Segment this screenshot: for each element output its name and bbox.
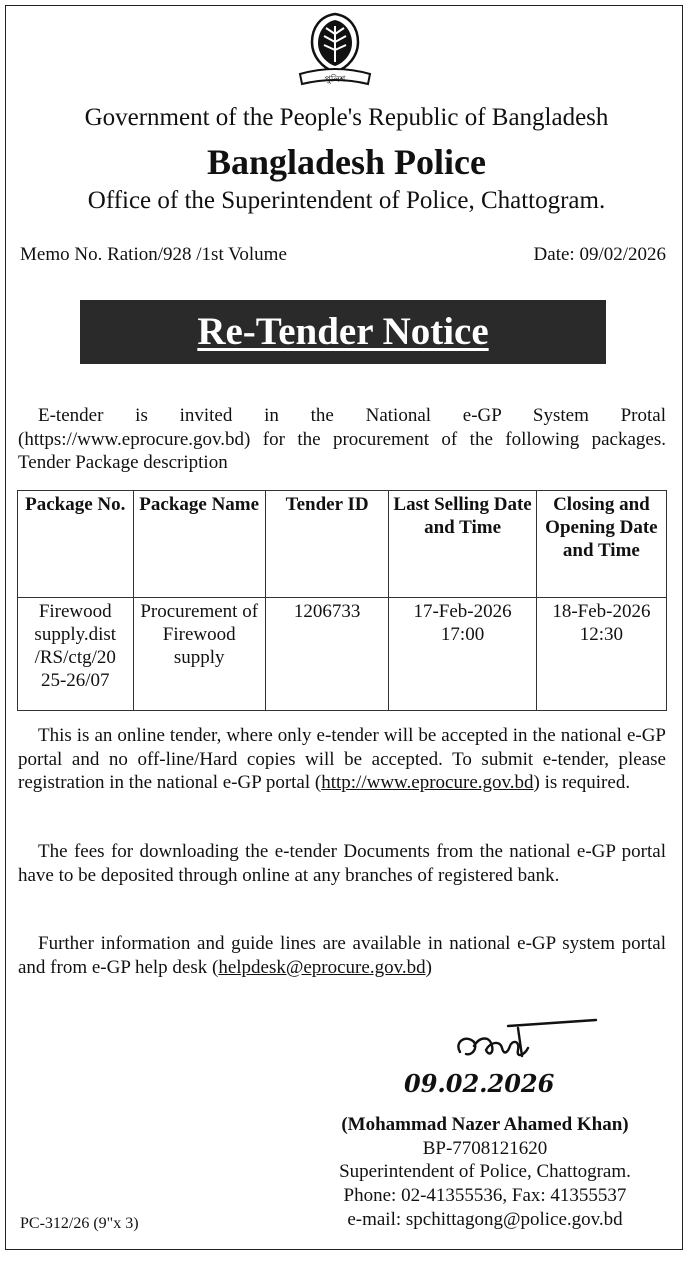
signer-name: (Mohammad Nazer Ahamed Khan) xyxy=(341,1114,629,1135)
info-text-end: ) xyxy=(425,956,432,978)
fees-paragraph: The fees for downloading the e-tender Documents from the national e-GP portal have to be deposited through online at any branches of registered bank. xyxy=(18,841,666,886)
cell-last-selling: 17-Feb-2026 17:00 xyxy=(389,598,536,711)
bangladesh-police-emblem-icon xyxy=(290,10,380,92)
info-text-start: Further information and guide lines are available in national e-GP system portal and from e-GP help desk ( xyxy=(18,933,666,978)
handwritten-date xyxy=(400,1066,575,1102)
header-closing-opening: Closing and Opening Date and Time xyxy=(536,491,666,598)
tender-table xyxy=(17,490,667,711)
cell-closing-opening: 18-Feb-2026 12:30 xyxy=(536,598,666,711)
cell-package-name: Procurement of Firewood supply xyxy=(133,598,265,711)
signer-phone: Phone: 02-41355536, Fax: 41355537 xyxy=(343,1185,627,1206)
office-heading: Office of the Superintendent of Police, Chattogram. xyxy=(87,187,606,214)
signer-bp: BP-7708121620 xyxy=(422,1138,548,1159)
memo-date: Date: 09/02/2026 xyxy=(533,244,666,265)
header-package-name: Package Name xyxy=(133,491,265,598)
signature-image xyxy=(448,1012,608,1072)
cell-package-no: Firewood supply.dist /RS/ctg/20 25-26/07 xyxy=(18,598,134,711)
organization-heading: Bangladesh Police xyxy=(206,142,487,182)
government-heading: Government of the People's Republic of Bangladesh xyxy=(84,104,609,131)
online-tender-paragraph xyxy=(18,724,666,795)
svg-text:পুলিশ: পুলিশ xyxy=(324,75,346,85)
table-row xyxy=(18,598,667,711)
eprocure-link[interactable]: http://www.eprocure.gov.bd xyxy=(321,772,534,793)
signer-designation: Superintendent of Police, Chattogram. xyxy=(339,1161,631,1182)
online-text-end: ) is required. xyxy=(533,772,631,793)
header-package-no: Package No. xyxy=(18,491,134,598)
handwritten-date-text: 09.02.2026 xyxy=(404,1069,555,1098)
header-last-selling: Last Selling Date and Time xyxy=(389,491,536,598)
notice-title: Re-Tender Notice xyxy=(197,310,489,353)
online-text-start: This is an online tender, where only e-tender will be accepted in the national e-GP portal and no off-line/Hard copies will be accepted. To submit e-tender, please registration in the national e-GP portal ( xyxy=(18,725,666,793)
header-tender-id: Tender ID xyxy=(265,491,388,598)
helpdesk-email-link[interactable]: helpdesk@eprocure.gov.bd xyxy=(218,956,426,978)
cell-tender-id: 1206733 xyxy=(265,598,388,711)
table-header-row xyxy=(18,491,667,598)
memo-number: Memo No. Ration/928 /1st Volume xyxy=(20,244,287,265)
notice-title-banner xyxy=(80,300,606,364)
signer-email: e-mail: spchittagong@police.gov.bd xyxy=(347,1209,623,1230)
pc-code: PC-312/26 (9"x 3) xyxy=(20,1215,139,1232)
intro-paragraph: E-tender is invited in the National e-GP System Protal (https://www.eprocure.gov.bd) for the procurement of the following packages. Tender Package description xyxy=(18,405,666,473)
info-paragraph xyxy=(18,932,666,979)
